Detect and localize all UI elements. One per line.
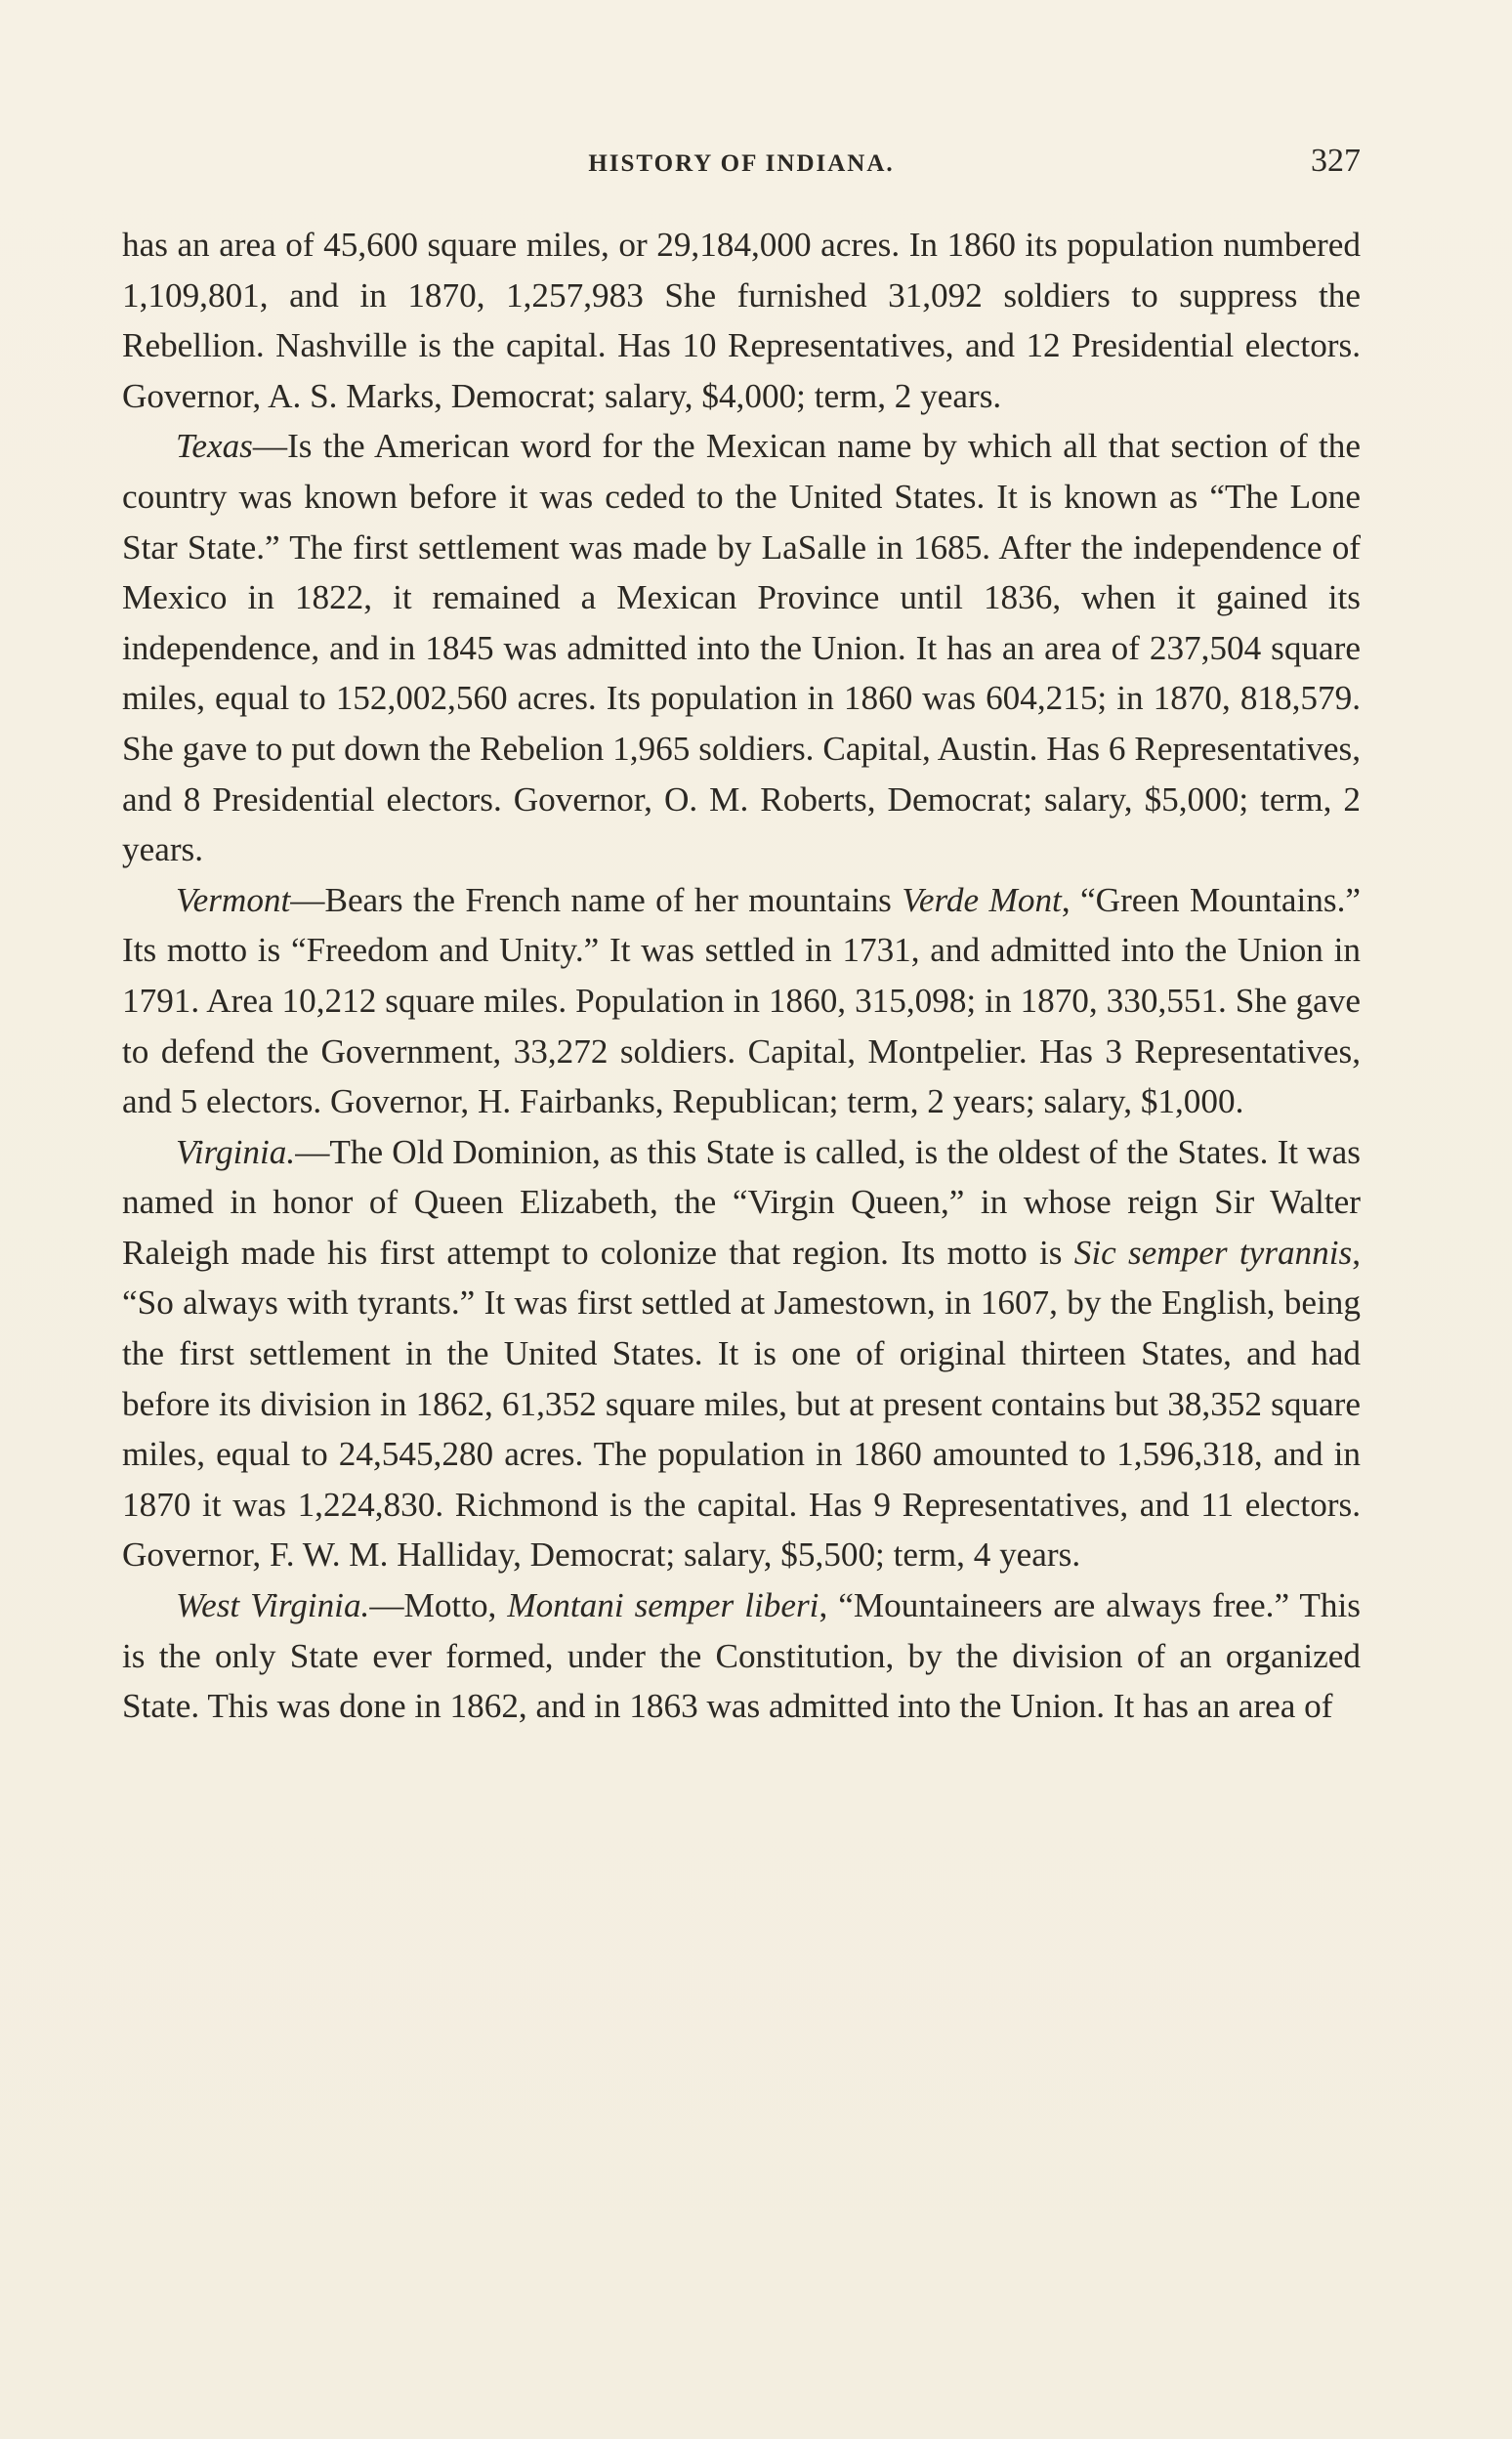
body-text: [122, 220, 1361, 1732]
page-number: 327: [1311, 143, 1361, 179]
paragraph-continuation: has an area of 45,600 square miles, or 29,184,000 acres. In 1860 its population numbered 1,109,801, and in 1870, 1,257,983 She furnished 31,092 soldiers to suppress the Rebellion. Nashville is the capital. Has 10 Representatives, and 12 Presidential electors. Governor, A. S. Marks, Democrat; salary, $4,000; term, 2 years.: [122, 226, 1361, 415]
entry-heading: Virginia.: [176, 1132, 296, 1171]
entry-vermont: Vermont—Bears the French name of her mountains Verde Mont, “Green Mountains.” Its motto is “Freedom and Unity.” It was settled in 1731, and admitted into the Union in 1791. Area 10,212 square miles. Population in 1860, 315,098; in 1870, 330,551. She gave to defend the Government, 33,272 soldiers. Capital, Montpelier. Has 3 Representatives, and 5 electors. Governor, H. Fairbanks, Republican; term, 2 years; salary, $1,000.: [122, 880, 1361, 1121]
entry-heading: Vermont: [176, 880, 291, 919]
entry-texas: Texas—Is the American word for the Mexican name by which all that section of the country was known before it was ceded to the United States. It is known as “The Lone Star State.” The first settlement was made by LaSalle in 1685. After the independence of Mexico in 1822, it remained a Mexican Province until 1836, when it gained its independence, and in 1845 was admitted into the Union. It has an area of 237,504 square miles, equal to 152,002,560 acres. Its population in 1860 was 604,215; in 1870, 818,579. She gave to put down the Rebelion 1,965 soldiers. Capital, Austin. Has 6 Representatives, and 8 Presidential electors. Governor, O. M. Roberts, Democrat; salary, $5,000; term, 2 years.: [122, 427, 1361, 869]
entry-virginia: Virginia.—The Old Dominion, as this State is called, is the oldest of the States. It was named in honor of Queen Elizabeth, the “Virgin Queen,” in whose reign Sir Walter Raleigh made his first attempt to colonize that region. Its motto is Sic semper tyrannis, “So always with tyrants.” It was first settled at Jamestown, in 1607, by the English, being the first settlement in the United States. It is one of original thirteen States, and had before its division in 1862, 61,352 square miles, but at present contains but 38,352 square miles, equal to 24,545,280 acres. The population in 1860 amounted to 1,596,318, and in 1870 it was 1,224,830. Richmond is the capital. Has 9 Representatives, and 11 electors. Governor, F. W. M. Halliday, Democrat; salary, $5,500; term, 4 years.: [122, 1132, 1361, 1575]
entry-heading: West Virginia.: [176, 1586, 370, 1625]
entry-heading: Texas: [176, 427, 253, 466]
running-title: HISTORY OF INDIANA.: [588, 150, 895, 177]
running-head: [122, 139, 1361, 188]
entry-west-virginia: West Virginia.—Motto, Montani semper liberi, “Mountaineers are always free.” This is the only State ever formed, under the Constitution, by the division of an organized State. This was done in 1862, and in 1863 was admitted into the Union. It has an area of: [122, 1586, 1361, 1726]
